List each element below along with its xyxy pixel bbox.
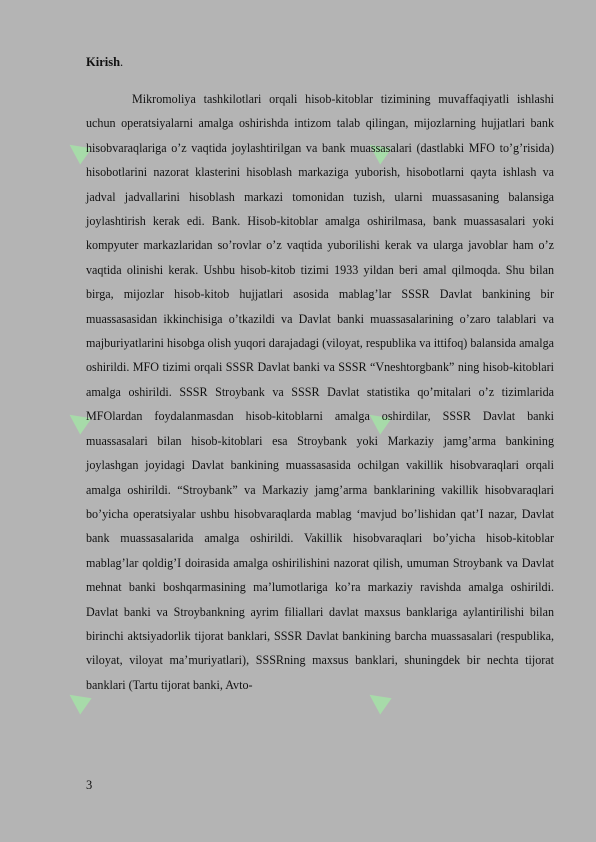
page-number: 3 bbox=[86, 778, 93, 792]
heading-text: Kirish bbox=[86, 55, 121, 69]
watermark-mark: ▲ bbox=[351, 673, 404, 725]
watermark-mark: ▲ bbox=[351, 123, 404, 175]
heading-punctuation: . bbox=[120, 55, 124, 69]
watermark-mark: ▲ bbox=[51, 123, 104, 175]
section-heading bbox=[86, 55, 123, 70]
body-paragraph: Mikromoliya tashkilotlari orqali hisob-kitoblar tizimining muvaffaqiyatli ishlashi uchun operatsiyalarni amalga oshirishda intizom talab qilingan, mijozlarning hujjatlari bank hisobvaraqlariga o’z vaqtida joylashtirilgan va bank muassasalari (dastlabki MFO to’g’risida) hisobotlarini nazorat klasterini hisoblash markaziga yuborish, hisobotlarni qayta ishlash va jadval jadvallarini hisoblash markazi tomonidan tuzish, ularni muassasaning balansiga joylashtirish kerak edi. Bank. Hisob-kitoblar amalga oshirilmasa, bank muassasalari yoki kompyuter markazlaridan so’rovlar o’z vaqtida yuborilishi kerak va ularga javoblar ham o’z vaqtida olinishi kerak. Ushbu hisob-kitob tizimi 1933 yildan beri amal qilmoqda. Shu bilan birga, mijozlar hisob-kitob hujjatlari asosida mablag’lar SSSR Davlat bankining bir muassasasidan ikkinchisiga o’tkazildi va Davlat banki muassasalarining o’zaro talablari va majburiyatlarini hisobga olish yuqori darajadagi (viloyat, respublika va ittifoq) balansida amalga oshirildi. MFO tizimi orqali SSSR Davlat banki va SSSR “Vneshtorgbank” ning hisob-kitoblari amalga oshirildi. SSSR Stroybank va SSSR Davlat statistika qo’mitalari o’z tizimlarida MFOlardan foydalanmasdan hisob-kitoblarni amalga oshirdilar, SSSR Davlat banki muassasalari bilan hisob-kitoblari esa Stroybank yoki Markaziy jamg’arma bankining joylashgan joyidagi Davlat bankining muassasasida ochilgan vakillik hisobvaraqlari orqali amalga oshirildi. “Stroybank” va Markaziy jamg’arma banklarining vakillik hisobvaraqlari bo’yicha operatsiyalar ushbu hisobvaraqlarda mablag ‘mavjud bo’lishidan qat’I nazar, Davlat bank muassasalarida amalga oshirildi. Vakillik hisobvaraqlari bo’yicha hisob-kitoblar mablag’lar qoldig’I doirasida amalga oshirilishini nazorat qilish, umuman Stroybank va Davlat mehnat banki boshqarmasining ma’lumotlariga ko’ra markaziy ravishda amalga oshirildi. Davlat banki va Stroybankning ayrim filiallari davlat maxsus banklariga aylantirilishi bilan birinchi aktsiyadorlik tijorat banklari, SSSR Davlat bankining barcha muassasalari (respublika, viloyat, viloyat ma’muriyatlari), SSSRning maxsus banklari, shuningdek bir nechta tijorat banklari (Tartu tijorat banki, Avto- bbox=[86, 92, 554, 692]
watermark-mark: ▲ bbox=[51, 673, 104, 725]
watermark-mark: ▲ bbox=[351, 393, 404, 445]
watermark-mark: ▲ bbox=[51, 393, 104, 445]
